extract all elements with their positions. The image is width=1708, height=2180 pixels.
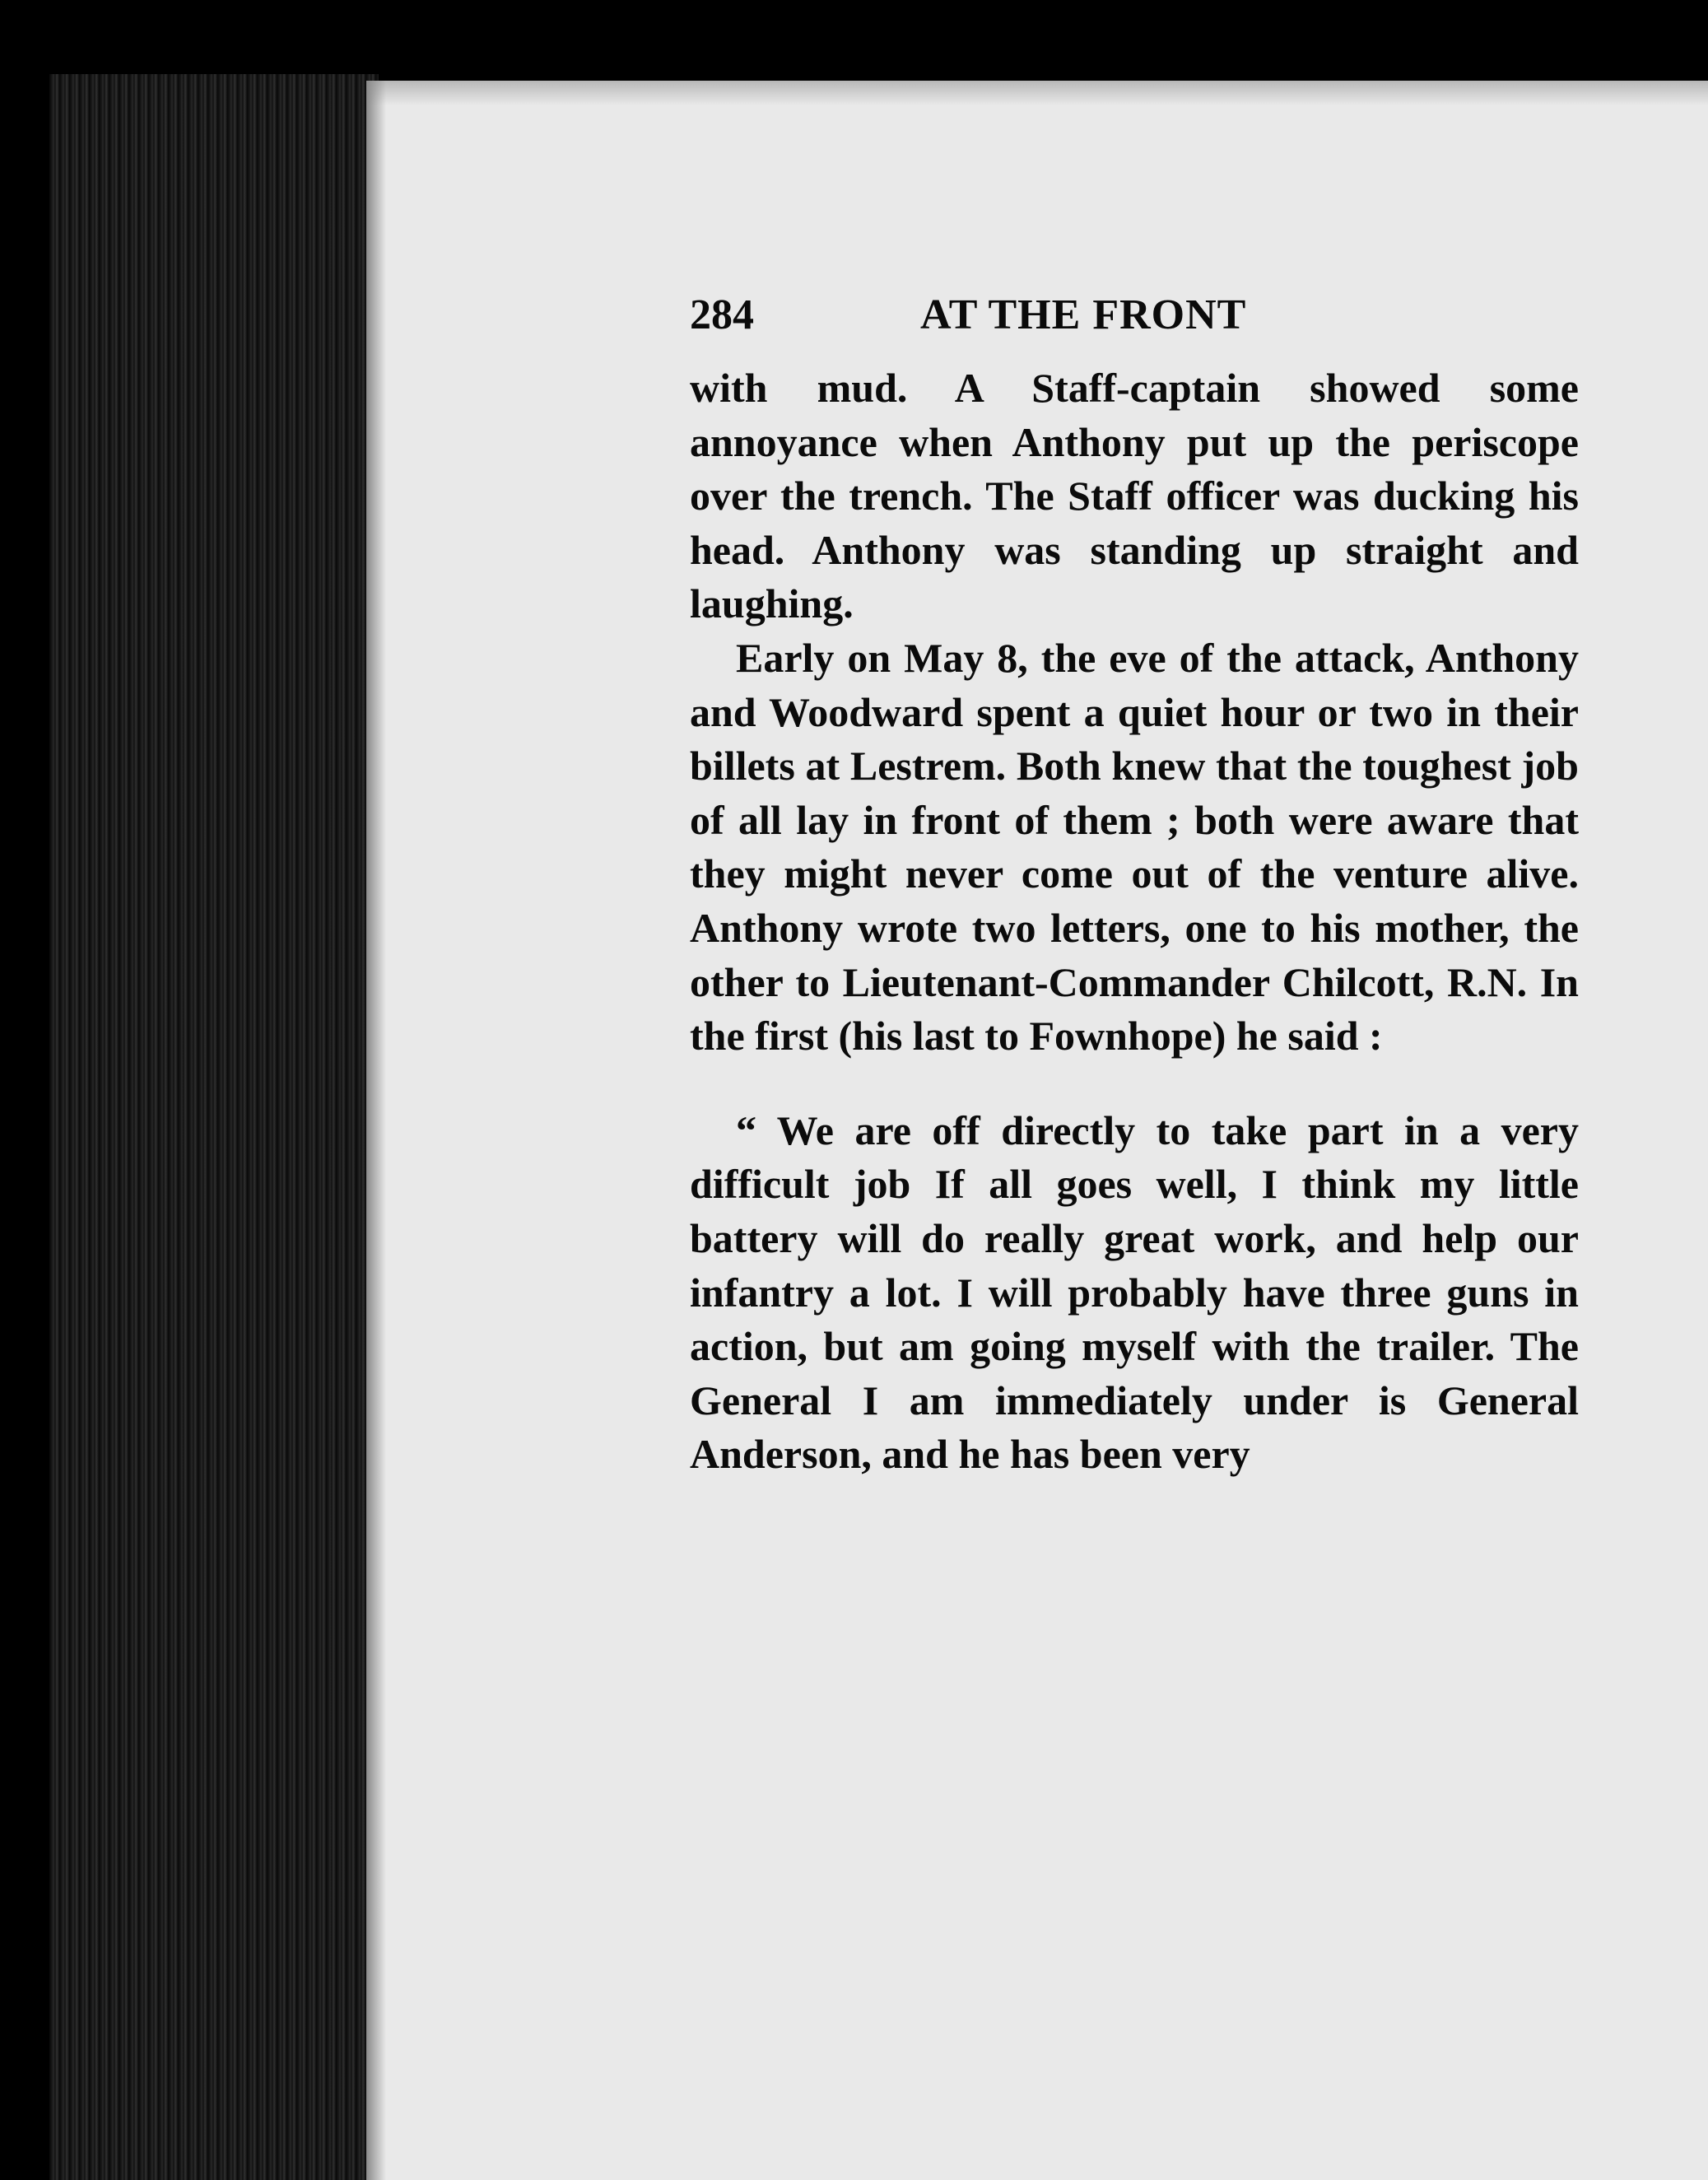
running-head [690, 288, 1579, 350]
paragraph-quoted-letter: “ We are off directly to take part in a very difficult job If all goes well, I think my little battery will do really great work, and help our infantry a lot. I will probably have three guns in action, but am going myself with the trailer. The General I am immediately under is General Anderson, and he has been very [690, 1106, 1579, 1478]
page-number: 284 [690, 291, 754, 338]
page-text-block [690, 288, 1579, 1482]
running-title: AT THE FRONT [920, 291, 1247, 338]
paragraph-early-on-may-8: Early on May 8, the eve of the attack, Anthony and Woodward spent a quiet hour or two in their billets at Lestrem. Both knew that the toughest job of all lay in front of them ; both were aware that they might never come out of the venture alive. Anthony wrote two letters, one to his mother, the other to Lieutenant-Commander Chilcott, R.N. In the first (his last to Fownhope) he said : [690, 634, 1579, 1060]
page-gutter-shadow [366, 81, 386, 2180]
page-top-shadow [366, 81, 1708, 105]
book-page-edges [49, 74, 379, 2180]
paragraph-continuation: with mud. A Staff-captain showed some annoyance when Anthony put up the periscope over the trench. The Staff officer was ducking his head. Anthony was standing up straight and laughing. [690, 365, 1579, 627]
